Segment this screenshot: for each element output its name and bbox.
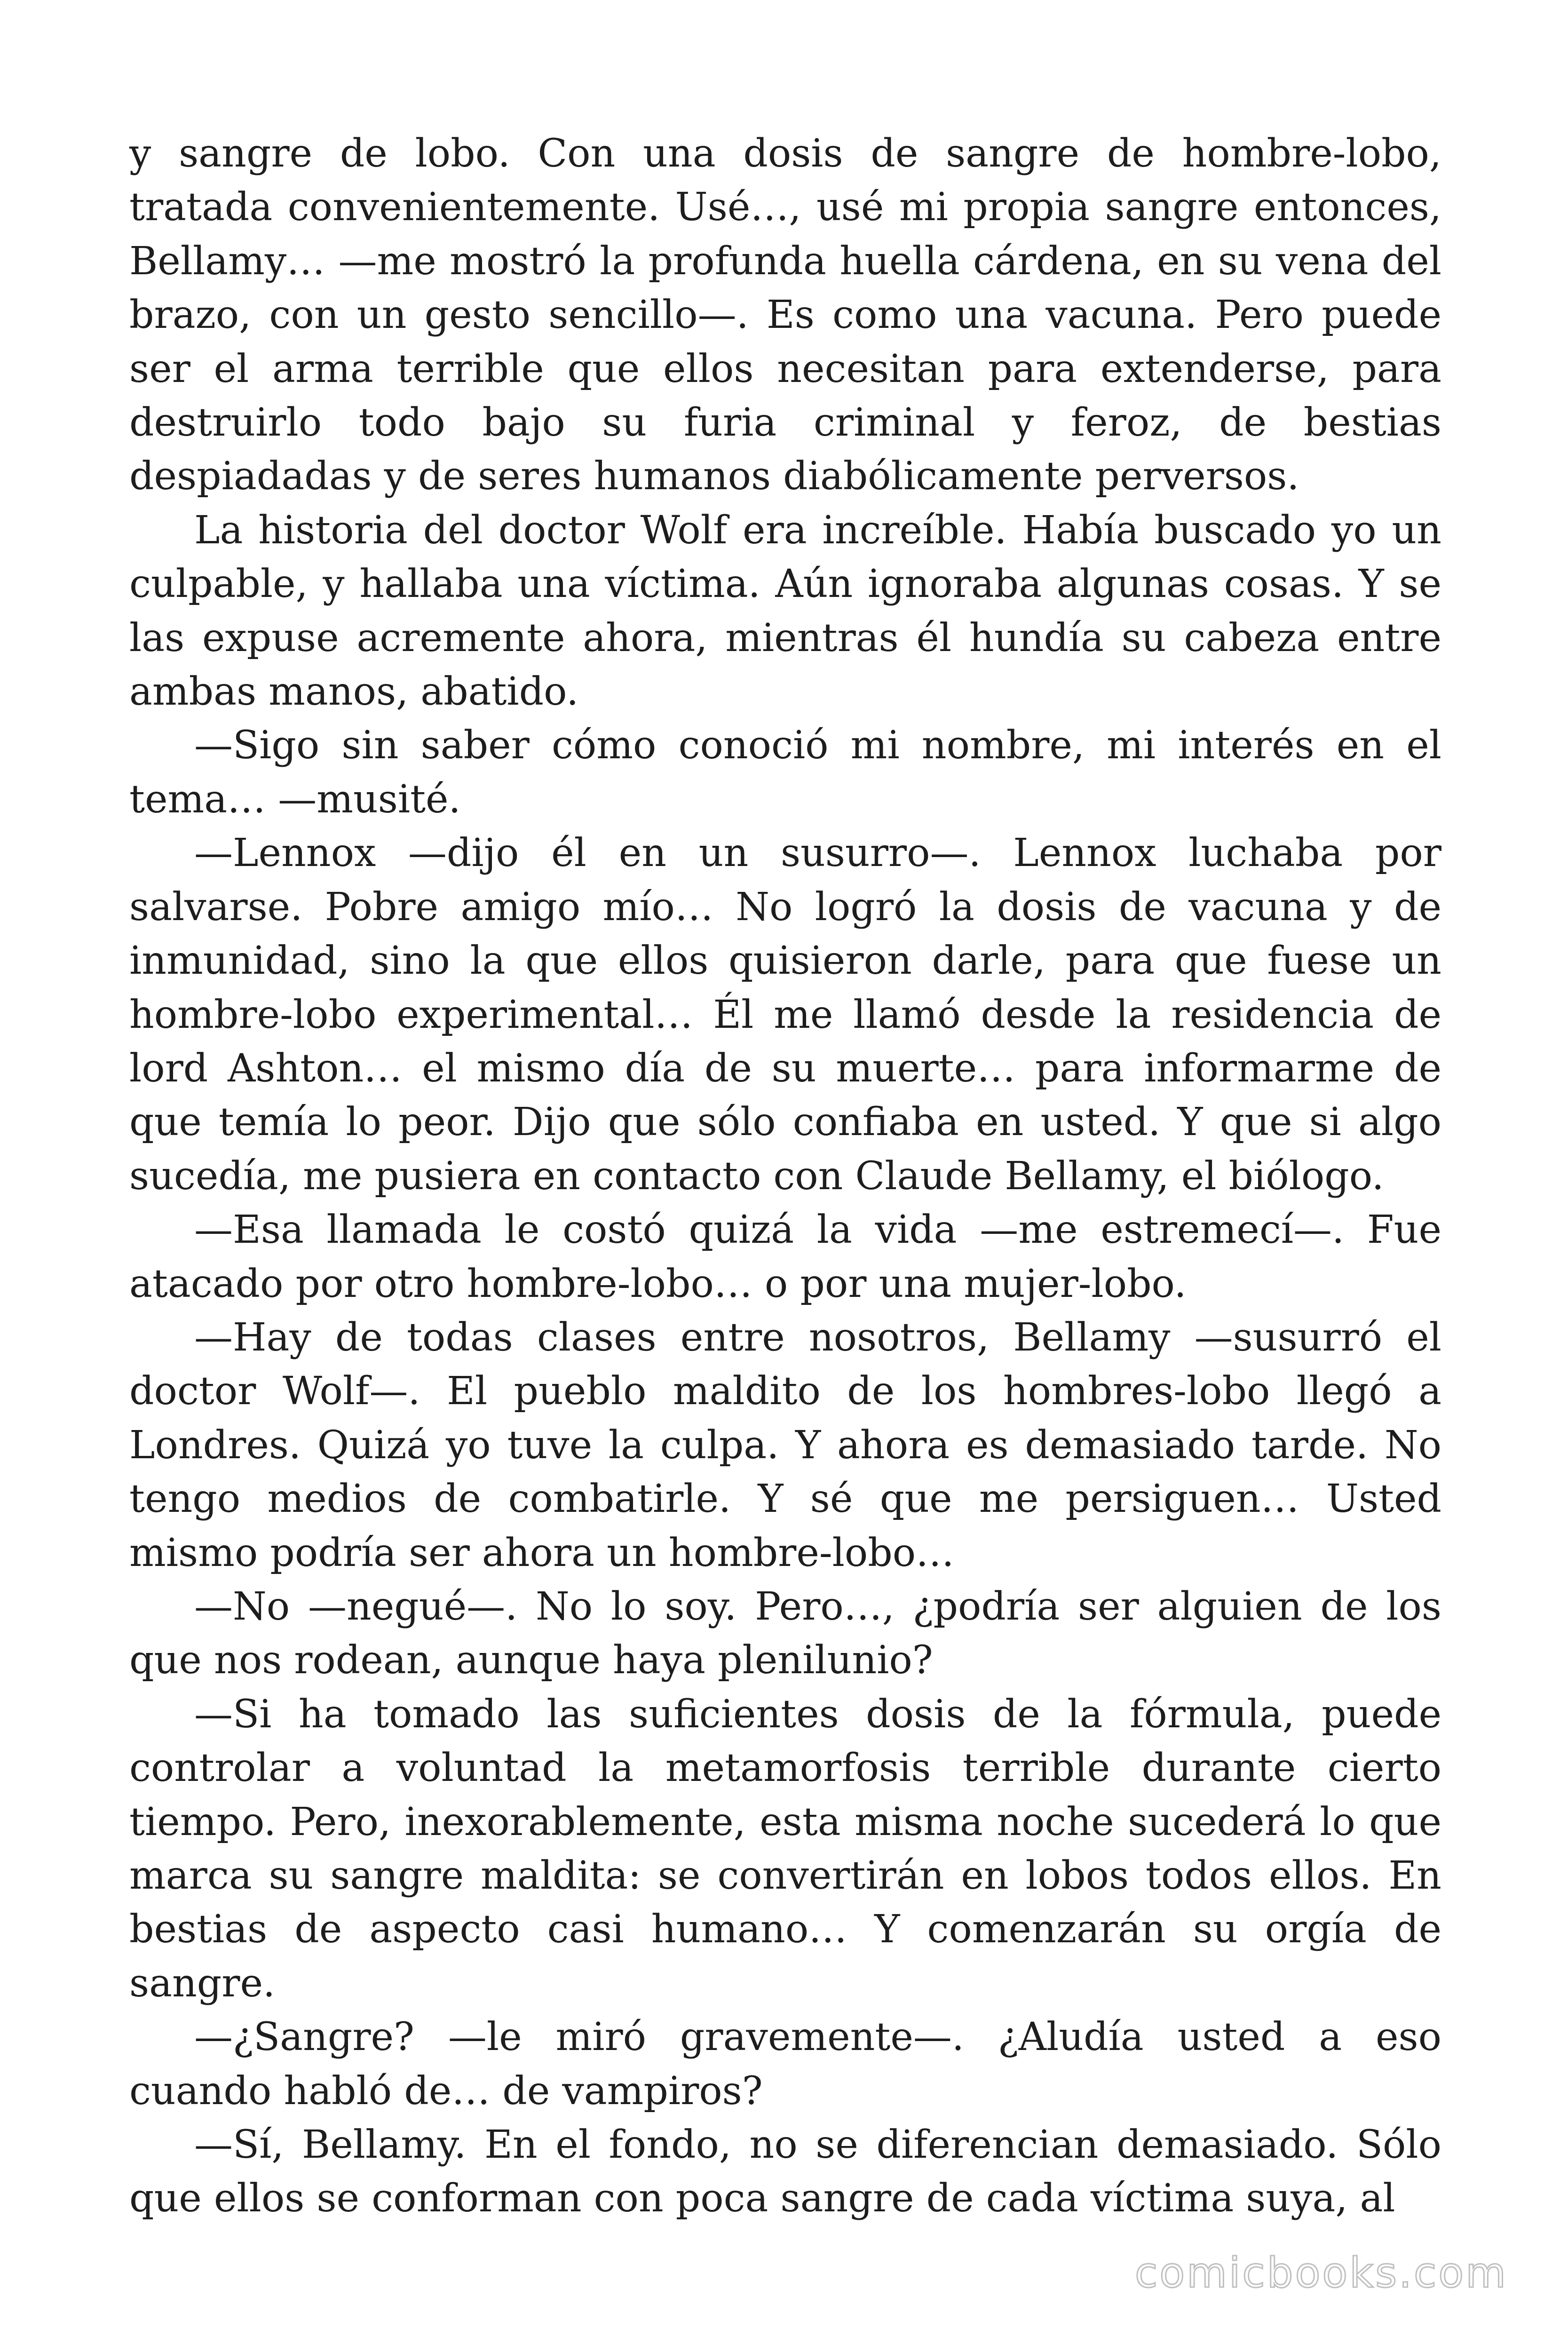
page-text <box>129 127 1441 2226</box>
paragraph-8: —Si ha tomado las suficientes dosis de la fórmula, puede controlar a voluntad la metamorfosis terrible durante cierto tiempo. Pero, inexorablemente, esta misma noche sucederá lo que marca su sangre maldita: se convertirán en lobos todos ellos. En bestias de aspecto casi humano… Y comenzarán su orgía de sangre. <box>129 1692 1441 2006</box>
paragraph-3: —Sigo sin saber cómo conoció mi nombre, mi interés en el tema… —musité. <box>129 723 1441 822</box>
paragraph-6: —Hay de todas clases entre nosotros, Bellamy —susurró el doctor Wolf—. El pueblo maldito de los hombres-lobo llegó a Londres. Quizá yo tuve la culpa. Y ahora es demasiado tarde. No tengo medios de combatirle. Y sé que me persiguen… Usted mismo podría ser ahora un hombre-lobo… <box>129 1315 1441 1575</box>
paragraph-7: —No —negué—. No lo soy. Pero…, ¿podría ser alguien de los que nos rodean, aunque haya plenilunio? <box>129 1584 1441 1683</box>
paragraph-4: —Lennox —dijo él en un susurro—. Lennox luchaba por salvarse. Pobre amigo mío… No logró la dosis de vacuna y de inmunidad, sino la que ellos quisieron darle, para que fuese un hombre-lobo experimental… Él me llamó desde la residencia de lord Ashton… el mismo día de su muerte… para informarme de que temía lo peor. Dijo que sólo confiaba en usted. Y que si algo sucedía, me pusiera en contacto con Claude Bellamy, el biólogo. <box>129 831 1441 1199</box>
watermark-text: comicbooks.com <box>1134 2249 1508 2297</box>
paragraph-5: —Esa llamada le costó quizá la vida —me estremecí—. Fue atacado por otro hombre-lobo… o por una mujer-lobo. <box>129 1208 1441 1306</box>
paragraph-1: y sangre de lobo. Con una dosis de sangre de hombre-lobo, tratada convenientemente. Usé…, usé mi propia sangre entonces, Bellamy… —me mostró la profunda huella cárdena, en su vena del brazo, con un gesto sencillo—. Es como una vacuna. Pero puede ser el arma terrible que ellos necesitan para extenderse, para destruirlo todo bajo su furia criminal y feroz, de bestias despiadadas y de seres humanos diabólicamente perversos. <box>129 131 1441 499</box>
paragraph-9: —¿Sangre? —le miró gravemente—. ¿Aludía usted a eso cuando habló de… de vampiros? <box>129 2015 1441 2114</box>
paragraph-2: La historia del doctor Wolf era increíble. Había buscado yo un culpable, y hallaba una víctima. Aún ignoraba algunas cosas. Y se las expuse acremente ahora, mientras él hundía su cabeza entre ambas manos, abatido. <box>129 508 1441 715</box>
paragraph-10: —Sí, Bellamy. En el fondo, no se diferencian demasiado. Sólo que ellos se conforman con poca sangre de cada víctima suya, al <box>129 2122 1441 2221</box>
